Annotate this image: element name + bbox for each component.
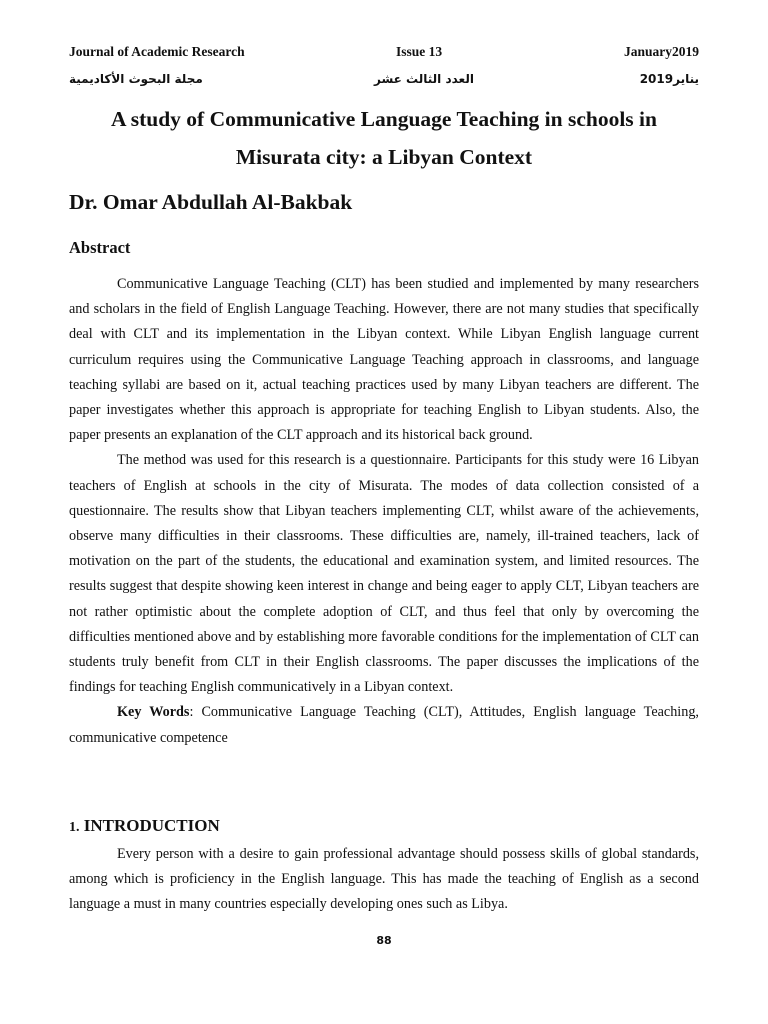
introduction-heading bbox=[69, 816, 220, 836]
issue-number-arabic: العدد الثالث عشر bbox=[374, 72, 474, 86]
abstract-paragraph: Communicative Language Teaching (CLT) has been studied and implemented by many researchers and scholars in the field of English Language Teaching. However, there are not many studies that specifically deal with CLT and its implementation in the Libyan context. While Libyan English language current curriculum requires using the Communicative Language Teaching approach in classrooms, and language teaching syllabi are based on it, actual teaching practices used by many Libyan teachers are different. The paper investigates whether this approach is appropriate for teaching English to Libyan students. Also, the paper presents an explanation of the CLT approach and its historical back ground. bbox=[69, 276, 699, 444]
issue-number: Issue 13 bbox=[396, 44, 443, 59]
abstract-paragraph: The method was used for this research is a questionnaire. Participants for this study were 16 Libyan teachers of English at schools in the city of Misurata. The modes of data collection consisted of a questionnaire. The results show that Libyan teachers implementing CLT, whilst aware of the achievements, observe many difficulties in their classrooms. These difficulties are, namely, ill-trained teachers, lack of motivation on the part of the students, the educational and examination system, and limited resources. The results suggest that despite showing keen interest in change and being eager to apply CLT, Libyan teachers are not rather optimistic about the complete adoption of CLT, and thus feel that only by overcoming the difficulties mentioned above and by establishing more favorable conditions for the implementation of CLT can students truly benefit from CLT in their English classrooms. The paper discusses the implications of the findings for teaching English communicatively in a Libyan context. bbox=[69, 452, 699, 696]
keywords-label: Key Words bbox=[117, 704, 190, 721]
author-name: Dr. Omar Abdullah Al-Bakbak bbox=[69, 190, 353, 214]
abstract-heading: Abstract bbox=[69, 238, 131, 257]
section-title: INTRODUCTION bbox=[83, 816, 220, 835]
abstract-body bbox=[69, 272, 699, 751]
keywords bbox=[69, 700, 699, 750]
issue-date: January2019 bbox=[623, 44, 699, 59]
introduction-paragraph: Every person with a desire to gain professional advantage should possess skills of global standards, among which is proficiency in the English language. This has made the teaching of English as a second language a must in many countries especially developing ones such as Libya. bbox=[69, 846, 699, 913]
introduction-body bbox=[69, 842, 699, 918]
journal-name: Journal of Academic Research bbox=[69, 44, 245, 59]
paper-title: A study of Communicative Language Teaching in schools in Misurata city: a Libyan Context bbox=[111, 107, 657, 169]
page-number: 88 bbox=[376, 934, 392, 947]
section-number: 1. bbox=[69, 820, 80, 835]
keywords-list: : Communicative Language Teaching (CLT), Attitudes, English language Teaching, communicative competence bbox=[69, 704, 699, 746]
issue-date-arabic: يناير2019 bbox=[639, 72, 699, 86]
journal-name-arabic: مجلة البحوث الأكاديمية bbox=[69, 72, 203, 86]
